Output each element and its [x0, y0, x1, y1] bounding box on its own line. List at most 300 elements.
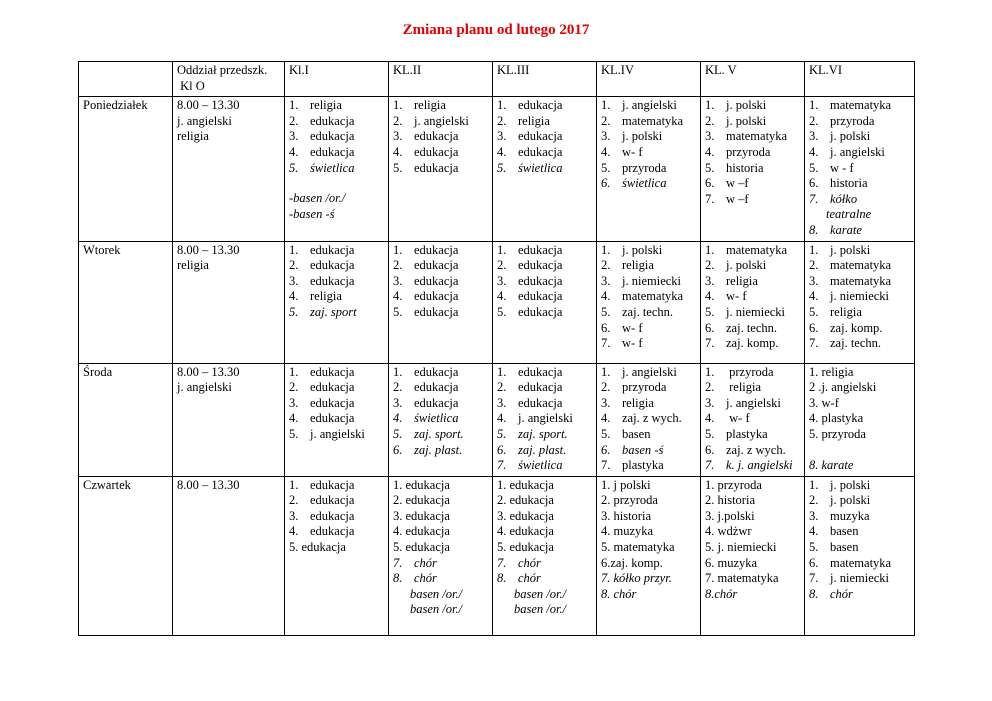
lesson-number: 1. [601, 98, 611, 113]
lesson-entry [601, 176, 696, 192]
lesson-subject: edukacja [518, 258, 563, 273]
lesson-number: 6. [601, 176, 611, 191]
schedule-cell-kl6 [805, 241, 915, 363]
lesson-subject: zaj. techn. [726, 320, 778, 335]
lesson-entry [497, 478, 592, 494]
lesson-number: 1. [497, 242, 507, 257]
lesson-subject: 6.zaj. komp. [601, 555, 663, 570]
lesson-entry [289, 524, 384, 540]
lesson-entry [497, 509, 592, 525]
lesson-subject: świetlica [622, 176, 667, 191]
lesson-number: 4. [809, 144, 819, 159]
lesson-number: 2. [705, 380, 715, 395]
lesson-subject: zaj. sport. [518, 426, 568, 441]
lesson-entry [705, 524, 800, 540]
lesson-number: 4. [289, 411, 299, 426]
schedule-cell-kl5 [701, 241, 805, 363]
lesson-entry [809, 411, 910, 427]
lesson-number: 7. [705, 336, 715, 351]
lesson-number: 1. [393, 364, 403, 379]
lesson-subject: edukacja [414, 242, 459, 257]
lesson-subject: muzyka [830, 508, 870, 523]
lesson-subject: zaj. komp. [726, 336, 779, 351]
lesson-entry [393, 396, 488, 412]
table-row [79, 97, 915, 241]
lesson-entry [497, 493, 592, 509]
schedule-cell-kl1 [285, 363, 389, 476]
lesson-entry [393, 443, 488, 459]
lesson-number: 7. [497, 555, 507, 570]
lesson-entry [601, 274, 696, 290]
lesson-subject: edukacja [414, 304, 459, 319]
lesson-subject: zaj. techn. [830, 336, 882, 351]
lesson-number: 3. [393, 273, 403, 288]
lesson-subject: edukacja [310, 508, 355, 523]
lesson-number: 2. [809, 258, 819, 273]
lesson-entry [809, 587, 910, 603]
lesson-entry [601, 458, 696, 474]
schedule-cell-kl4 [597, 241, 701, 363]
lesson-subject: w- f [622, 320, 643, 335]
lesson-number: 3. [809, 273, 819, 288]
lesson-subject: matematyka [830, 258, 892, 273]
schedule-cell-kl4 [597, 476, 701, 635]
lesson-subject: edukacja [310, 395, 355, 410]
lesson-subject: chór [518, 555, 541, 570]
lesson-subject: 4. wdżwr [705, 524, 752, 539]
lesson-entry [809, 427, 910, 443]
lesson-number: 2. [705, 113, 715, 128]
schedule-cell-kl2 [389, 363, 493, 476]
lesson-number: 5. [705, 426, 715, 441]
lesson-number: 4. [601, 411, 611, 426]
header-cell-kl6: KL.VI [805, 62, 915, 97]
lesson-subject: basen /or./ [410, 586, 463, 601]
lesson-number: 4. [705, 289, 715, 304]
lesson-number: 2. [289, 380, 299, 395]
lesson-entry [393, 145, 488, 161]
lesson-subject: edukacja [310, 129, 355, 144]
lesson-subject: chór [518, 571, 541, 586]
lesson-subject: edukacja [518, 144, 563, 159]
lesson-subject: edukacja [310, 411, 355, 426]
lesson-subject: 8.00 – 13.30 [177, 477, 240, 492]
lesson-number: 5. [601, 160, 611, 175]
lesson-number: 5. [601, 304, 611, 319]
lesson-entry [393, 129, 488, 145]
lesson-subject: w- f [622, 144, 643, 159]
lesson-subject: zaj. techn. [622, 304, 674, 319]
lesson-subject: edukacja [414, 129, 459, 144]
lesson-entry [809, 114, 910, 130]
lesson-subject: religia [310, 98, 342, 113]
lesson-subject: zaj. komp. [830, 320, 883, 335]
lesson-entry [497, 556, 592, 572]
lesson-number: 3. [705, 273, 715, 288]
lesson-subject: 4. plastyka [809, 411, 864, 426]
lesson-subject: 8. karate [809, 458, 854, 473]
lesson-subject: świetlica [414, 411, 459, 426]
lesson-entry [497, 443, 592, 459]
lesson-number: 3. [809, 129, 819, 144]
lesson-number: 5. [705, 304, 715, 319]
lesson-number: 5. [497, 426, 507, 441]
lesson-subject: j. angielski [726, 395, 781, 410]
schedule-cell-kl2 [389, 97, 493, 241]
lesson-subject: w- f [622, 336, 643, 351]
lesson-entry [289, 243, 384, 259]
lesson-subject: przyroda [622, 160, 667, 175]
header-cell-day [79, 62, 173, 97]
lesson-subject: j. polski [830, 242, 871, 257]
lesson-number: 7. [809, 191, 819, 206]
lesson-number: 7. [601, 458, 611, 473]
lesson-entry [289, 289, 384, 305]
schedule-cell-kl3 [493, 241, 597, 363]
lesson-subject: j. niemiecki [726, 304, 786, 319]
lesson-subject: plastyka [726, 426, 768, 441]
lesson-number: 3. [497, 273, 507, 288]
lesson-entry [705, 458, 800, 474]
lesson-number: 3. [289, 508, 299, 523]
lesson-number: 4. [809, 289, 819, 304]
lesson-subject: j. polski [726, 98, 767, 113]
lesson-number: 4. [809, 524, 819, 539]
lesson-subject: edukacja [518, 304, 563, 319]
lesson-entry [705, 478, 800, 494]
schedule-cell-kl5 [701, 363, 805, 476]
lesson-subject: religia [622, 395, 654, 410]
lesson-number: 6. [393, 442, 403, 457]
lesson-number: 2. [497, 113, 507, 128]
lesson-entry [705, 289, 800, 305]
lesson-entry [393, 524, 488, 540]
lesson-entry [497, 145, 592, 161]
lesson-entry [601, 365, 696, 381]
lesson-entry [705, 493, 800, 509]
lesson-number: 1. [289, 98, 299, 113]
lesson-subject: zaj. plast. [518, 442, 567, 457]
lesson-entry [705, 274, 800, 290]
lesson-entry [289, 380, 384, 396]
lesson-entry [393, 478, 488, 494]
lesson-subject: basen [830, 524, 859, 539]
lesson-subject: w- f [726, 289, 747, 304]
lesson-subject: j. niemiecki [830, 289, 890, 304]
lesson-entry [393, 493, 488, 509]
lesson-subject: edukacja [310, 242, 355, 257]
lesson-subject: przyroda [830, 113, 875, 128]
lesson-entry [497, 587, 592, 603]
lesson-subject: 2. edukacja [393, 493, 450, 508]
lesson-entry [497, 411, 592, 427]
lesson-subject: zaj. z wych. [622, 411, 682, 426]
lesson-entry [393, 243, 488, 259]
lesson-entry [601, 336, 696, 352]
lesson-subject: chór [830, 586, 853, 601]
lesson-number: 2. [393, 113, 403, 128]
lesson-number: 6. [809, 320, 819, 335]
lesson-number: 4. [289, 524, 299, 539]
lesson-subject: religia [177, 258, 209, 273]
lesson-entry [601, 587, 696, 603]
lesson-subject: 3. w-f [809, 395, 839, 410]
schedule-cell-kl3 [493, 476, 597, 635]
lesson-subject: basen /or./ [514, 586, 567, 601]
lesson-subject: religia [310, 289, 342, 304]
lesson-entry [809, 458, 910, 474]
lesson-number: 5. [393, 426, 403, 441]
lesson-entry [601, 571, 696, 587]
lesson-entry [601, 540, 696, 556]
lesson-number: 3. [601, 129, 611, 144]
schedule-cell-kl3 [493, 97, 597, 241]
lesson-subject: j. niemiecki [830, 571, 890, 586]
lesson-number: 1. [809, 98, 819, 113]
lesson-subject: edukacja [414, 144, 459, 159]
lesson-entry [289, 114, 384, 130]
lesson-subject: 2. przyroda [601, 493, 658, 508]
lesson-subject: 5. przyroda [809, 426, 866, 441]
lesson-subject: 5. edukacja [497, 540, 554, 555]
lesson-number: 6. [705, 320, 715, 335]
lesson-subject: 5. edukacja [393, 540, 450, 555]
lesson-subject: edukacja [518, 380, 563, 395]
schedule-cell-kl1 [285, 97, 389, 241]
lesson-subject: 4. edukacja [393, 524, 450, 539]
lesson-number: 2. [705, 258, 715, 273]
lesson-subject: edukacja [414, 273, 459, 288]
lesson-subject: przyroda [726, 364, 774, 379]
lesson-entry [809, 556, 910, 572]
lesson-number: 2. [601, 258, 611, 273]
lesson-subject: religia [414, 98, 446, 113]
lesson-number: 7. [705, 458, 715, 473]
schedule-cell-kl3 [493, 363, 597, 476]
lesson-number: 6. [601, 320, 611, 335]
lesson-subject: j. polski [726, 258, 767, 273]
lesson-entry [705, 305, 800, 321]
lesson-subject: 3. edukacja [393, 508, 450, 523]
lesson-entry [809, 540, 910, 556]
lesson-subject: j. polski [726, 113, 767, 128]
lesson-number: 3. [289, 129, 299, 144]
lesson-entry [289, 540, 384, 556]
lesson-entry [705, 129, 800, 145]
lesson-number: 4. [393, 411, 403, 426]
lesson-subject: edukacja [518, 242, 563, 257]
lesson-number: 7. [393, 555, 403, 570]
lesson-subject: edukacja [310, 380, 355, 395]
lesson-subject: edukacja [310, 477, 355, 492]
lesson-number: 4. [497, 289, 507, 304]
lesson-entry [289, 509, 384, 525]
lesson-entry [705, 540, 800, 556]
lesson-subject: matematyka [830, 555, 892, 570]
lesson-number: 2. [289, 493, 299, 508]
lesson-subject: j. angielski [310, 426, 365, 441]
lesson-entry [393, 161, 488, 177]
lesson-subject: j. polski [830, 477, 871, 492]
lesson-number: 5. [809, 304, 819, 319]
schedule-cell-kl4 [597, 97, 701, 241]
lesson-entry [809, 223, 910, 239]
schedule-cell-kl6 [805, 97, 915, 241]
lesson-entry [705, 556, 800, 572]
lesson-number: 1. [289, 477, 299, 492]
header-cell-kl3: KL.III [493, 62, 597, 97]
lesson-subject: 1. j polski [601, 477, 651, 492]
lesson-subject: 4. edukacja [497, 524, 554, 539]
lesson-subject: matematyka [830, 98, 892, 113]
header-row [79, 62, 915, 97]
timetable [78, 61, 915, 636]
lesson-subject: basen [830, 540, 859, 555]
lesson-entry [393, 427, 488, 443]
lesson-entry [497, 243, 592, 259]
lesson-number: 6. [705, 442, 715, 457]
lesson-subject: 7. kółko przyr. [601, 571, 672, 586]
lesson-number: 4. [289, 144, 299, 159]
lesson-subject: w –f [726, 176, 749, 191]
lesson-subject: 3. j.polski [705, 508, 755, 523]
lesson-entry [809, 336, 910, 352]
lesson-subject: edukacja [518, 129, 563, 144]
lesson-number: 1. [601, 242, 611, 257]
lesson-subject: świetlica [310, 160, 355, 175]
lesson-entry [601, 321, 696, 337]
lesson-entry [289, 258, 384, 274]
lesson-entry [497, 289, 592, 305]
lesson-subject: matematyka [726, 242, 788, 257]
table-row [79, 363, 915, 476]
lesson-number: 1. [393, 242, 403, 257]
lesson-entry [809, 396, 910, 412]
lesson-entry [177, 380, 280, 396]
day-cell: Środa [79, 363, 173, 476]
table-row [79, 241, 915, 363]
header-cell-preschool [173, 62, 285, 97]
lesson-subject: 1. edukacja [393, 477, 450, 492]
lesson-subject: edukacja [310, 524, 355, 539]
lesson-entry [809, 443, 910, 459]
lesson-number: 5. [809, 540, 819, 555]
lesson-number: 6. [705, 176, 715, 191]
lesson-subject: matematyka [622, 113, 684, 128]
lesson-entry [177, 114, 280, 130]
lesson-entry [705, 380, 800, 396]
lesson-entry [177, 98, 280, 114]
lesson-subject: 3. edukacja [497, 508, 554, 523]
lesson-entry [393, 274, 488, 290]
lesson-subject: świetlica [518, 160, 563, 175]
lesson-entry [289, 411, 384, 427]
lesson-entry [601, 114, 696, 130]
lesson-subject: j. angielski [518, 411, 573, 426]
lesson-entry [497, 274, 592, 290]
lesson-number: 3. [393, 395, 403, 410]
lesson-entry [177, 243, 280, 259]
lesson-number: 4. [601, 289, 611, 304]
lesson-entry [289, 274, 384, 290]
lesson-number: 7. [601, 336, 611, 351]
lesson-number: 6. [809, 555, 819, 570]
lesson-number: 5. [289, 426, 299, 441]
lesson-entry [705, 396, 800, 412]
lesson-entry [497, 458, 592, 474]
lesson-number: 1. [705, 242, 715, 257]
lesson-entry [809, 289, 910, 305]
lesson-entry [809, 129, 910, 145]
lesson-entry [705, 443, 800, 459]
lesson-subject: edukacja [518, 289, 563, 304]
schedule-cell-kl2 [389, 241, 493, 363]
lesson-number: 2. [601, 113, 611, 128]
lesson-entry [601, 380, 696, 396]
lesson-entry [497, 571, 592, 587]
day-cell: Czwartek [79, 476, 173, 635]
lesson-entry [705, 145, 800, 161]
lesson-entry [809, 207, 910, 223]
lesson-number: 4. [601, 144, 611, 159]
lesson-subject: matematyka [726, 129, 788, 144]
lesson-entry [497, 540, 592, 556]
lesson-number: 3. [289, 273, 299, 288]
header-cell-kl2: KL.II [389, 62, 493, 97]
lesson-subject: j. angielski [830, 144, 885, 159]
lesson-number: 3. [705, 129, 715, 144]
lesson-subject: religia [726, 380, 762, 395]
lesson-number: 3. [601, 273, 611, 288]
lesson-entry [809, 258, 910, 274]
lesson-entry [601, 443, 696, 459]
lesson-entry [393, 556, 488, 572]
lesson-number: 2. [497, 380, 507, 395]
lesson-entry [289, 98, 384, 114]
lesson-entry [809, 571, 910, 587]
lesson-subject: historia [830, 176, 868, 191]
lesson-subject: 8.chór [705, 586, 738, 601]
lesson-subject: religia [177, 129, 209, 144]
lesson-entry [497, 396, 592, 412]
lesson-entry [177, 129, 280, 145]
lesson-subject: 5. j. niemiecki [705, 540, 777, 555]
day-cell: Poniedziałek [79, 97, 173, 241]
lesson-entry [497, 258, 592, 274]
lesson-number: 4. [393, 144, 403, 159]
lesson-entry [393, 411, 488, 427]
lesson-number: 3. [393, 129, 403, 144]
lesson-entry [705, 192, 800, 208]
lesson-subject: religia [518, 113, 550, 128]
lesson-number: 5. [289, 304, 299, 319]
lesson-subject: edukacja [414, 289, 459, 304]
lesson-entry [601, 493, 696, 509]
lesson-number: 6. [601, 442, 611, 457]
lesson-entry [809, 305, 910, 321]
lesson-subject: -basen /or./ [289, 191, 346, 206]
lesson-entry [601, 556, 696, 572]
lesson-number: 2. [497, 258, 507, 273]
lesson-subject: edukacja [310, 493, 355, 508]
lesson-subject: edukacja [310, 258, 355, 273]
lesson-entry [705, 411, 800, 427]
lesson-entry [601, 478, 696, 494]
lesson-subject: 3. historia [601, 508, 651, 523]
lesson-number: 5. [393, 304, 403, 319]
lesson-subject: zaj. z wych. [726, 442, 786, 457]
lesson-number: 3. [289, 395, 299, 410]
